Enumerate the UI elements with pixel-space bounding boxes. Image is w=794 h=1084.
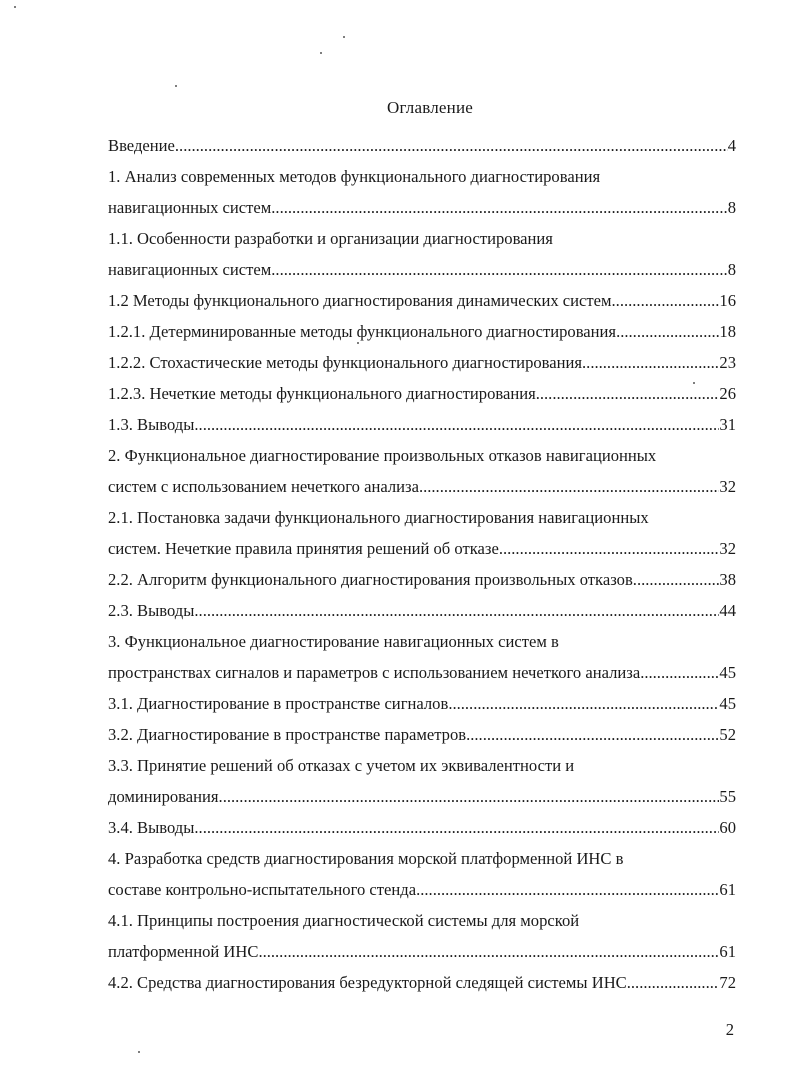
dot-leader xyxy=(448,688,719,719)
toc-entry-label: систем. Нечеткие правила принятия решений об отказе xyxy=(108,539,499,558)
toc-entry-label: 3.3. Принятие решений об отказах с учетом их эквивалентности и xyxy=(108,756,575,775)
toc-entry-page: 45 xyxy=(719,663,736,682)
toc-entry-page: 32 xyxy=(719,539,736,558)
toc-entry-label: 2.1. Постановка задачи функционального диагностирования навигационных xyxy=(108,508,649,527)
toc-entry[interactable] xyxy=(108,874,736,905)
toc-entry-label: 2.3. Выводы xyxy=(108,601,195,620)
dot-leader xyxy=(582,347,719,378)
toc-entry-label: 3.2. Диагностирование в пространстве параметров xyxy=(108,725,467,744)
toc-entry-label: 3.4. Выводы xyxy=(108,818,195,837)
toc-entry-label: 1.3. Выводы xyxy=(108,415,195,434)
toc-entry[interactable] xyxy=(108,130,736,161)
toc-entry[interactable] xyxy=(108,161,736,192)
page-number: 2 xyxy=(725,1020,734,1039)
toc-entry-label: 1.2.1. Детерминированные методы функционального диагностирования xyxy=(108,322,617,341)
toc-entry-page: 61 xyxy=(719,880,736,899)
toc-entry-label: 2.2. Алгоритм функционального диагностирования произвольных отказов xyxy=(108,570,633,589)
dot-leader xyxy=(612,285,720,316)
toc-entry[interactable] xyxy=(108,595,736,626)
scan-speck xyxy=(343,36,345,38)
toc-entry-label: Введение xyxy=(108,136,175,155)
toc-entry[interactable] xyxy=(108,440,736,471)
toc-entry-label: 1. Анализ современных методов функционального диагностирования xyxy=(108,167,601,186)
toc-entry[interactable] xyxy=(108,719,736,750)
dot-leader xyxy=(640,657,719,688)
toc-title: Оглавление xyxy=(387,98,473,117)
dot-leader xyxy=(271,192,727,223)
dot-leader xyxy=(633,564,720,595)
toc-entry[interactable] xyxy=(108,378,736,409)
toc-entry-label: пространствах сигналов и параметров с использованием нечеткого анализа xyxy=(108,663,641,682)
toc-entry[interactable] xyxy=(108,657,736,688)
toc-entry[interactable] xyxy=(108,843,736,874)
dot-leader xyxy=(194,812,719,843)
toc-entry[interactable] xyxy=(108,223,736,254)
toc-entry-page: 23 xyxy=(719,353,736,372)
toc-entry-label: систем с использованием нечеткого анализа xyxy=(108,477,419,496)
toc-entry[interactable] xyxy=(108,533,736,564)
toc-entry-label: 2. Функциональное диагностирование произвольных отказов навигационных xyxy=(108,446,657,465)
toc-entry-page: 72 xyxy=(719,973,736,992)
toc-entry[interactable] xyxy=(108,936,736,967)
toc-entry-label: 4.2. Средства диагностирования безредукторной следящей системы ИНС xyxy=(108,973,627,992)
toc-entry[interactable] xyxy=(108,688,736,719)
toc-entry[interactable] xyxy=(108,626,736,657)
toc-entry-page: 26 xyxy=(719,384,736,403)
toc-entry[interactable] xyxy=(108,316,736,347)
toc-entry[interactable] xyxy=(108,409,736,440)
dot-leader xyxy=(536,378,720,409)
dot-leader xyxy=(194,595,719,626)
toc-entry-label: 1.2.2. Стохастические методы функционального диагностирования xyxy=(108,353,583,372)
dot-leader xyxy=(616,316,719,347)
toc-entry-label: 3. Функциональное диагностирование навигационных систем в xyxy=(108,632,559,651)
toc-entry-label: 1.1. Особенности разработки и организации диагностирования xyxy=(108,229,553,248)
toc-entry-page: 31 xyxy=(719,415,736,434)
toc-entry[interactable] xyxy=(108,967,736,998)
toc-entry-page: 8 xyxy=(727,198,736,217)
toc-entry[interactable] xyxy=(108,192,736,223)
toc-entry-page: 38 xyxy=(719,570,736,589)
scan-speck xyxy=(14,6,16,8)
toc-entry[interactable] xyxy=(108,502,736,533)
toc-entry-label: составе контрольно-испытательного стенда xyxy=(108,880,417,899)
toc-entry-page: 32 xyxy=(719,477,736,496)
toc-entry-page: 8 xyxy=(727,260,736,279)
toc-entry-page: 52 xyxy=(719,725,736,744)
dot-leader xyxy=(466,719,719,750)
toc-entry-label: 3.1. Диагностирование в пространстве сигналов xyxy=(108,694,449,713)
toc-entry-page: 55 xyxy=(719,787,736,806)
toc-entry-label: платформенной ИНС xyxy=(108,942,259,961)
dot-leader xyxy=(627,967,720,998)
toc-entry-label: 4.1. Принципы построения диагностической системы для морской xyxy=(108,911,580,930)
toc-entry[interactable] xyxy=(108,471,736,502)
dot-leader xyxy=(499,533,720,564)
toc-entry[interactable] xyxy=(108,347,736,378)
toc-entry-label: доминирования xyxy=(108,787,219,806)
toc-entry[interactable] xyxy=(108,781,736,812)
toc-entry-label: 1.2.3. Нечеткие методы функционального диагностирования xyxy=(108,384,536,403)
toc-entry-page: 4 xyxy=(727,136,736,155)
toc-entry-page: 45 xyxy=(719,694,736,713)
toc-entry-page: 18 xyxy=(719,322,736,341)
toc-entry[interactable] xyxy=(108,750,736,781)
scan-speck xyxy=(175,85,177,87)
toc-entry-label: 1.2 Методы функционального диагностирования динамических систем xyxy=(108,291,612,310)
toc-entry-page: 44 xyxy=(719,601,736,620)
toc-entry-page: 61 xyxy=(719,942,736,961)
toc-entry-label: навигационных систем xyxy=(108,198,272,217)
scan-speck xyxy=(138,1051,140,1053)
toc-entry-page: 16 xyxy=(719,291,736,310)
dot-leader xyxy=(416,874,719,905)
toc-entry[interactable] xyxy=(108,285,736,316)
toc-entry-page: 60 xyxy=(719,818,736,837)
toc-entry[interactable] xyxy=(108,564,736,595)
scan-speck xyxy=(320,52,322,54)
dot-leader xyxy=(219,781,720,812)
toc-entry[interactable] xyxy=(108,254,736,285)
dot-leader xyxy=(194,409,719,440)
dot-leader xyxy=(175,130,728,161)
dot-leader xyxy=(419,471,719,502)
toc-entry-label: 4. Разработка средств диагностирования морской платформенной ИНС в xyxy=(108,849,624,868)
toc-entry-label: навигационных систем xyxy=(108,260,272,279)
dot-leader xyxy=(258,936,719,967)
toc-entry[interactable] xyxy=(108,812,736,843)
table-of-contents xyxy=(108,130,736,998)
toc-entry[interactable] xyxy=(108,905,736,936)
dot-leader xyxy=(271,254,727,285)
